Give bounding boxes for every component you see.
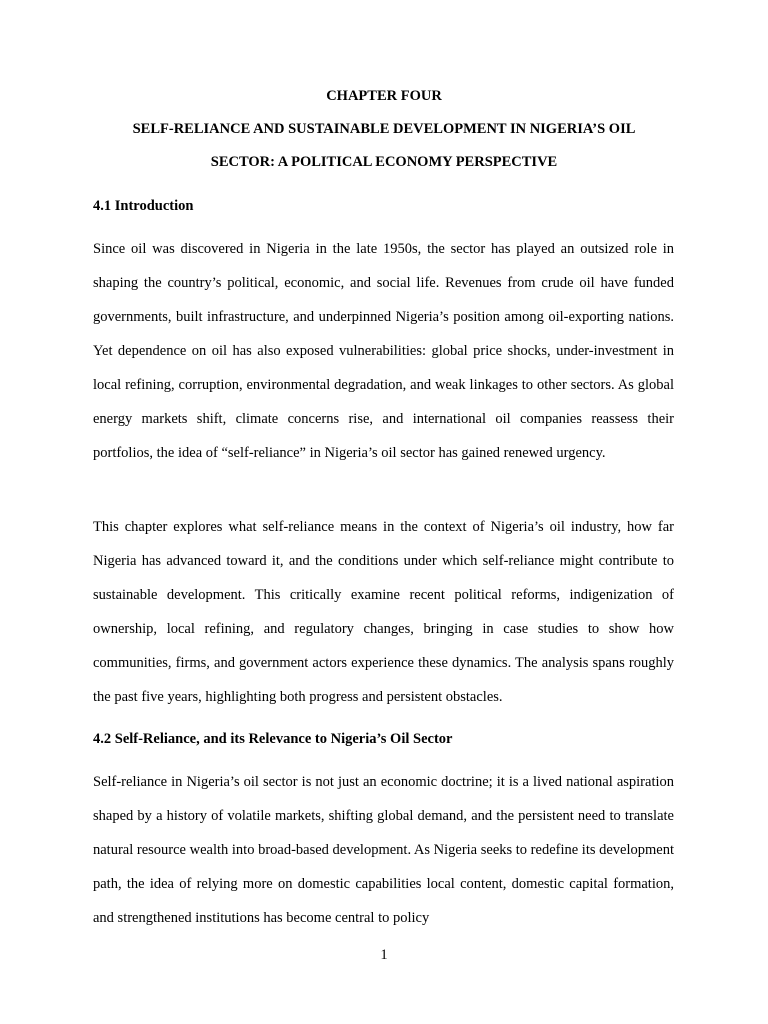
intro-paragraph-2: This chapter explores what self-reliance means in the context of Nigeria’s oil industry, how far Nigeria has advanced toward it, and the conditions under which self-reliance might contribute to sustainable development. This critically examine recent political reforms, indigenization of ownership, local refining, and regulatory changes, bringing in case studies to show how communities, firms, and government actors experience these dynamics. The analysis spans roughly the past five years, highlighting both progress and persistent obstacles. <box>93 519 674 705</box>
chapter-title-line-2: SECTOR: A POLITICAL ECONOMY PERSPECTIVE <box>210 154 558 170</box>
self-reliance-paragraph-1: Self-reliance in Nigeria’s oil sector is not just an economic doctrine; it is a lived national aspiration shaped by a history of volatile markets, shifting global demand, and the persistent need to translate natural resource wealth into broad-based development. As Nigeria seeks to redefine its development path, the idea of relying more on domestic capabilities local content, domestic capital formation, and strengthened institutions has become central to policy <box>93 774 675 926</box>
section-heading-self-reliance: 4.2 Self-Reliance, and its Relevance to Nigeria’s Oil Sector <box>93 731 453 747</box>
page-number: 1 <box>380 947 388 963</box>
section-heading-introduction: 4.1 Introduction <box>93 198 194 214</box>
intro-paragraph-1: Since oil was discovered in Nigeria in the late 1950s, the sector has played an outsized role in shaping the country’s political, economic, and social life. Revenues from crude oil have funded governments, built infrastructure, and underpinned Nigeria’s position among oil-exporting nations. Yet dependence on oil has also exposed vulnerabilities: global price shocks, under-investment in local refining, corruption, environmental degradation, and weak linkages to other sectors. As global energy markets shift, climate concerns rise, and international oil companies reassess their portfolios, the idea of “self-reliance” in Nigeria’s oil sector has gained renewed urgency. <box>93 241 674 461</box>
chapter-label: CHAPTER FOUR <box>326 88 442 104</box>
chapter-title-line-1: SELF-RELIANCE AND SUSTAINABLE DEVELOPMENT IN NIGERIA’S OIL <box>132 121 636 137</box>
